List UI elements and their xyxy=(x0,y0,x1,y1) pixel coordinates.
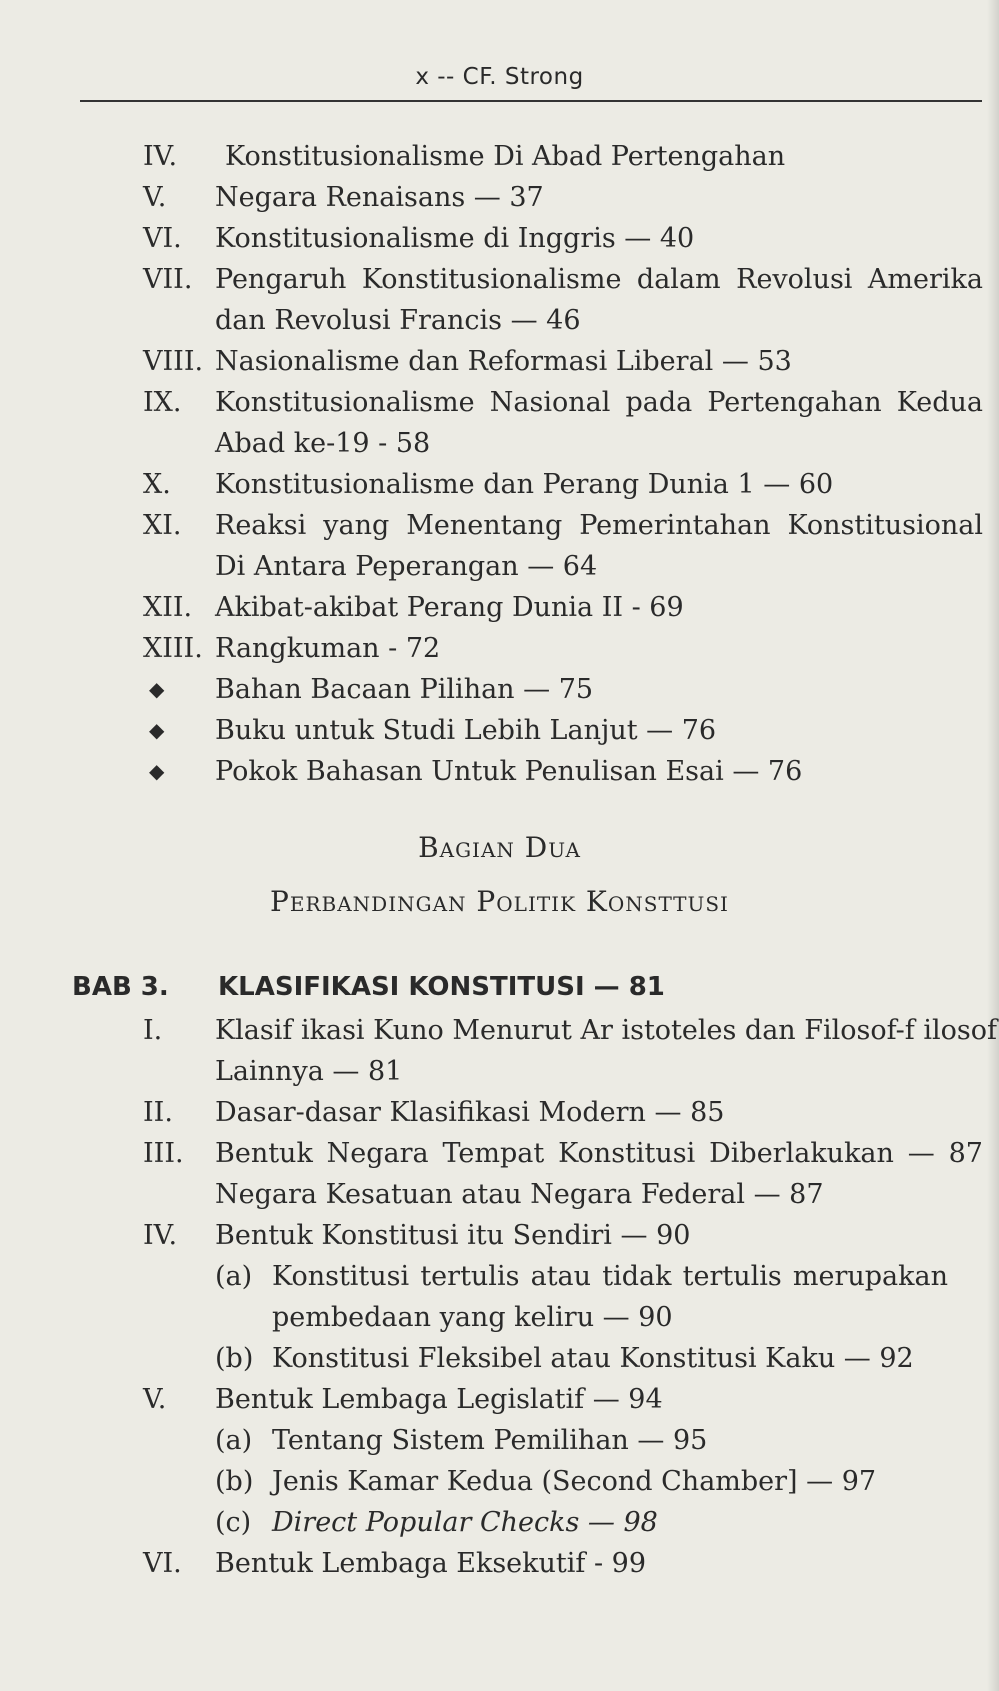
subentry-letter: (c) xyxy=(215,1507,252,1538)
entry-title-continued: Di Antara Peperangan — 64 xyxy=(215,551,598,582)
toc-entry-iv-b xyxy=(0,1215,999,1256)
subentry-letter: (b) xyxy=(215,1466,254,1497)
entry-title: Konstitusionalisme Di Abad Pertengahan xyxy=(225,141,786,172)
entry-title: Bentuk Lembaga Eksekutif - 99 xyxy=(215,1548,647,1579)
bullet-text: Buku untuk Studi Lebih Lanjut — 76 xyxy=(215,715,717,746)
entry-number: XII. xyxy=(143,592,193,623)
entry-number: I. xyxy=(143,1015,163,1046)
toc-entry-i-cont xyxy=(0,1051,999,1092)
toc-entry-vii-cont xyxy=(0,300,999,341)
toc-entry-xi-cont xyxy=(0,546,999,587)
toc-bullet-item xyxy=(0,710,999,751)
subentry-letter: (b) xyxy=(215,1343,254,1374)
entry-number: III. xyxy=(143,1138,184,1169)
toc-entry-iii-cont xyxy=(0,1174,999,1215)
toc-entry-iv xyxy=(0,136,999,177)
entry-number: II. xyxy=(143,1097,173,1128)
toc-entry-ii xyxy=(0,1092,999,1133)
toc-subentry xyxy=(0,1256,999,1297)
entry-title: Konstitusionalisme Nasional pada Pertengahan Kedua xyxy=(215,387,983,418)
toc-entry-ix-cont xyxy=(0,423,999,464)
toc-entry-v xyxy=(0,177,999,218)
subentry-text-continued: pembedaan yang keliru — 90 xyxy=(272,1302,673,1333)
diamond-bullet-icon: ◆ xyxy=(149,718,165,742)
entry-number: IV. xyxy=(143,1220,178,1251)
header-divider xyxy=(80,100,982,102)
toc-bullet-item xyxy=(0,669,999,710)
bullet-text: Pokok Bahasan Untuk Penulisan Esai — 76 xyxy=(215,756,803,787)
entry-title: Dasar-dasar Klasifikasi Modern — 85 xyxy=(215,1097,725,1128)
entry-number: IV. xyxy=(143,141,178,172)
toc-entry-ix xyxy=(0,382,999,423)
entry-title-continued: Negara Kesatuan atau Negara Federal — 87 xyxy=(215,1179,824,1210)
chapter-label: BAB 3. xyxy=(72,972,169,1002)
subentry-text: Jenis Kamar Kedua (Second Chamber] — 97 xyxy=(272,1466,877,1497)
toc-entry-iii xyxy=(0,1133,999,1174)
entry-number: VIII. xyxy=(143,346,204,377)
entry-title: Akibat-akibat Perang Dunia II - 69 xyxy=(215,592,684,623)
entry-number: VI. xyxy=(143,223,182,254)
entry-title: Klasif ikasi Kuno Menurut Ar istoteles dan Filosof-f ilosof xyxy=(215,1015,998,1046)
entry-title: Nasionalisme dan Reformasi Liberal — 53 xyxy=(215,346,792,377)
entry-number: XIII. xyxy=(143,633,203,664)
toc-subentry xyxy=(0,1502,999,1543)
subentry-letter: (a) xyxy=(215,1261,253,1292)
toc-entry-v-b xyxy=(0,1379,999,1420)
entry-title: Konstitusionalisme di Inggris — 40 xyxy=(215,223,695,254)
toc-entry-vii xyxy=(0,259,999,300)
entry-number: IX. xyxy=(143,387,182,418)
toc-subentry-cont xyxy=(0,1297,999,1338)
entry-title: Pengaruh Konstitusionalisme dalam Revolusi Amerika xyxy=(215,264,983,295)
entry-title-continued: Lainnya — 81 xyxy=(215,1056,403,1087)
entry-title: Negara Renaisans — 37 xyxy=(215,182,544,213)
entry-number: VI. xyxy=(143,1548,182,1579)
entry-title-continued: dan Revolusi Francis — 46 xyxy=(215,305,581,336)
toc-bullet-item xyxy=(0,751,999,792)
bullet-text: Bahan Bacaan Pilihan — 75 xyxy=(215,674,594,705)
toc-entry-x xyxy=(0,464,999,505)
toc-entry-vi xyxy=(0,218,999,259)
subentry-text: Konstitusi tertulis atau tidak tertulis merupakan xyxy=(272,1261,948,1292)
toc-entry-i xyxy=(0,1010,999,1051)
entry-title: Rangkuman - 72 xyxy=(215,633,441,664)
entry-number: V. xyxy=(143,1384,167,1415)
subentry-text: Konstitusi Fleksibel atau Konstitusi Kaku — 92 xyxy=(272,1343,914,1374)
toc-subentry xyxy=(0,1461,999,1502)
toc-entry-vi-b xyxy=(0,1543,999,1584)
toc-subentry xyxy=(0,1338,999,1379)
toc-entry-viii xyxy=(0,341,999,382)
toc-subentry xyxy=(0,1420,999,1461)
entry-number: X. xyxy=(143,469,171,500)
running-header: x -- CF. Strong xyxy=(415,64,584,90)
entry-number: V. xyxy=(143,182,167,213)
entry-title: Bentuk Konstitusi itu Sendiri — 90 xyxy=(215,1220,691,1251)
part-title: Perbandingan Politik Konsttusi xyxy=(270,885,729,918)
entry-title: Konstitusionalisme dan Perang Dunia 1 — 60 xyxy=(215,469,834,500)
entry-title: Bentuk Negara Tempat Konstitusi Diberlakukan — 87 xyxy=(215,1138,983,1169)
entry-title-continued: Abad ke-19 - 58 xyxy=(215,428,431,459)
part-label: Bagian Dua xyxy=(418,831,581,864)
entry-title: Bentuk Lembaga Legislatif — 94 xyxy=(215,1384,663,1415)
toc-entry-xi xyxy=(0,505,999,546)
entry-title: Reaksi yang Menentang Pemerintahan Konstitusional xyxy=(215,510,983,541)
entry-number: VII. xyxy=(143,264,193,295)
diamond-bullet-icon: ◆ xyxy=(149,677,165,701)
entry-number: XI. xyxy=(143,510,182,541)
chapter-heading xyxy=(0,964,999,1010)
diamond-bullet-icon: ◆ xyxy=(149,759,165,783)
toc-entry-xii xyxy=(0,587,999,628)
table-of-contents xyxy=(0,136,999,1584)
subentry-text: Direct Popular Checks — 98 xyxy=(272,1507,658,1538)
subentry-letter: (a) xyxy=(215,1425,253,1456)
chapter-title: KLASIFIKASI KONSTITUSI — 81 xyxy=(218,972,665,1002)
toc-entry-xiii xyxy=(0,628,999,669)
subentry-text: Tentang Sistem Pemilihan — 95 xyxy=(272,1425,708,1456)
